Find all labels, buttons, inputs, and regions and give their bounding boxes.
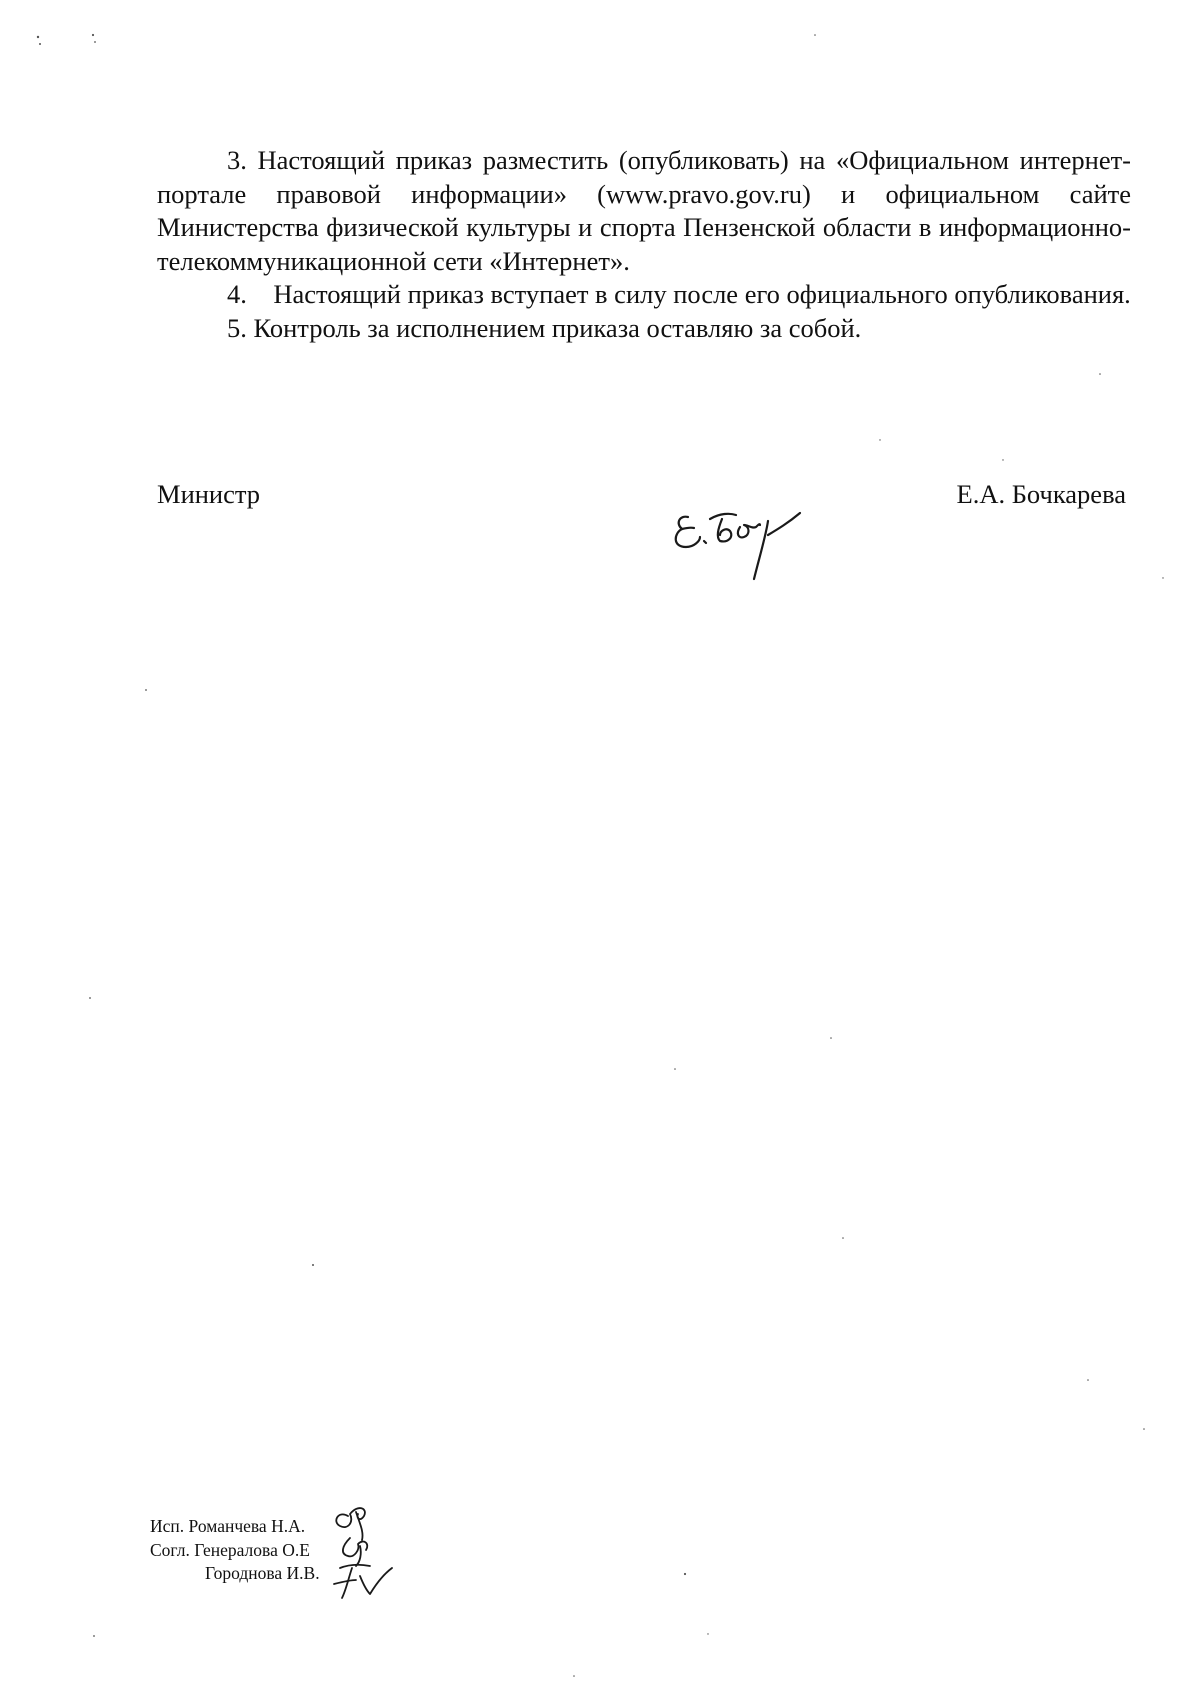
paragraph-5: 5. Контроль за исполнением приказа оставляю за собой.: [227, 312, 862, 343]
approval-line-1: Согл. Генералова О.Е: [150, 1539, 310, 1560]
approval-initials: [330, 1494, 420, 1604]
executor-line: Исп. Романчева Н.А.: [150, 1516, 306, 1536]
paragraph-4: 4. Настоящий приказ вступает в силу после его официального опубликования.: [227, 279, 1131, 309]
order-body: [157, 144, 1131, 345]
signer-position: Министр: [157, 479, 261, 509]
signer-name: Е.А. Бочкарева: [956, 479, 1126, 509]
paragraph-3: 3. Настоящий приказ разместить (опубликовать) на «Официальном интернет-портале правовой информации» (www.pravo.gov.ru) и официальном сайте Министерства физической культуры и спорта Пензенской области в информационно-телекоммуникационной сети «Интернет».: [157, 145, 1131, 276]
approval-line-2: Городнова И.В.: [205, 1563, 320, 1583]
minister-signature: [670, 495, 870, 595]
approval-footer: [150, 1515, 320, 1586]
